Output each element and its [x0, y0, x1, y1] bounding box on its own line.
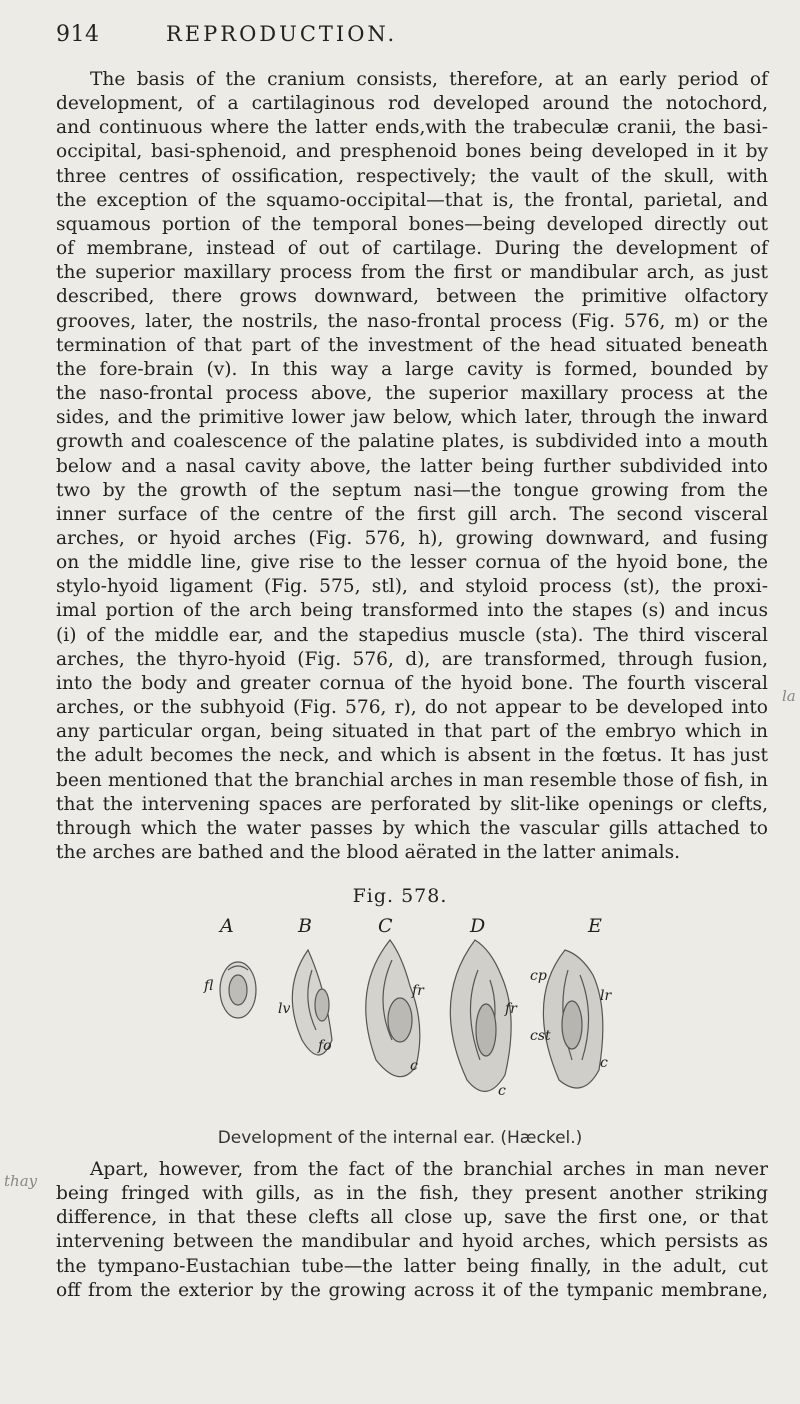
panel-letter-d: D [470, 915, 486, 937]
text-line: occipital, basi-sphenoid, and presphenoid bones being developed in it by [56, 141, 768, 163]
panel-a-drawing [220, 962, 256, 1018]
body-paragraph-1 [56, 68, 768, 865]
part-label-c: c [410, 1058, 418, 1074]
text-line: been mentioned that the branchial arches in man resemble those of fish, in [56, 769, 768, 791]
text-line: sides, and the primitive lower jaw below, which later, through the inward [56, 407, 768, 429]
page-header [56, 22, 760, 47]
text-line: imal portion of the arch being transformed into the stapes (s) and incus [56, 600, 768, 622]
part-label-lr: lr [600, 988, 612, 1004]
panel-letter-c: C [378, 915, 393, 937]
text-line: the arches are bathed and the blood aërated in the latter animals. [56, 842, 681, 863]
text-line: and continuous where the latter ends,with the trabeculæ cranii, the basi- [56, 117, 768, 139]
text-line: three centres of ossification, respectively; the vault of the skull, with [56, 165, 768, 187]
margin-note-left: thay [4, 1172, 38, 1190]
part-label-c-e: c [600, 1055, 608, 1071]
text-line: Apart, however, from the fact of the branchial arches in man never [90, 1159, 768, 1180]
text-line: development, of a cartilaginous rod developed around the notochord, [56, 93, 768, 115]
part-label-fl: fl [204, 978, 214, 994]
panel-e-drawing [543, 950, 602, 1088]
part-label-fo: fo [318, 1038, 332, 1054]
text-line: through which the water passes by which the vascular gills attached to [56, 817, 768, 839]
text-line: being fringed with gills, as in the fish, they present another striking [56, 1183, 768, 1205]
text-line: difference, in that these clefts all close up, save the first one, or that [56, 1207, 768, 1229]
text-line: the exception of the squamo-occipital—that is, the frontal, parietal, and [56, 189, 768, 211]
part-label-lv: lv [278, 1001, 291, 1017]
text-line: stylo-hyoid ligament (Fig. 575, stl), and styloid process (st), the proxi- [56, 576, 768, 598]
part-label-cst: cst [530, 1028, 551, 1044]
text-line: described, there grows downward, between the primitive olfactory [56, 286, 768, 308]
part-label-fr: fr [412, 983, 424, 999]
figure-internal-ear [200, 910, 620, 1125]
text-line: the adult becomes the neck, and which is absent in the fœtus. It has just [56, 745, 768, 767]
text-line: intervening between the mandibular and hyoid arches, which persists as [56, 1231, 768, 1253]
part-label-cp: cp [530, 968, 547, 984]
text-line: off from the exterior by the growing across it of the tympanic membrane, [56, 1279, 768, 1301]
figure-label: Fig. 578. [352, 885, 448, 907]
text-line: The basis of the cranium consists, therefore, at an early period of [90, 69, 768, 90]
text-line: the naso-frontal process above, the superior maxillary process at the [56, 383, 768, 405]
text-line: on the middle line, give rise to the lesser cornua of the hyoid bone, the [56, 552, 768, 574]
body-paragraph-2 [56, 1158, 768, 1303]
text-line: arches, the thyro-hyoid (Fig. 576, d), are transformed, through fusion, [56, 648, 768, 670]
text-line: grooves, later, the nostrils, the naso-frontal process (Fig. 576, m) or the [56, 310, 768, 332]
text-line: that the intervening spaces are perforated by slit-like openings or clefts, [56, 793, 768, 815]
figure-caption: Development of the internal ear. (Hæckel.) [217, 1128, 583, 1148]
panel-letter-a: A [220, 915, 234, 937]
text-line: the fore-brain (v). In this way a large cavity is formed, bounded by [56, 358, 768, 380]
margin-note-right: la [782, 687, 796, 705]
figure-illustration [200, 910, 620, 1125]
text-line: any particular organ, being situated in that part of the embryo which in [56, 721, 768, 743]
text-line: (i) of the middle ear, and the stapedius muscle (sta). The third visceral [56, 624, 768, 646]
panel-letter-b: B [298, 915, 312, 937]
text-line: squamous portion of the temporal bones—being developed directly out [56, 213, 768, 235]
text-line: of membrane, instead of out of cartilage. During the development of [56, 238, 768, 260]
text-line: the tympano-Eustachian tube—the latter being finally, in the adult, cut [56, 1255, 768, 1277]
part-label-c-d: c [498, 1083, 506, 1099]
running-title: REPRODUCTION. [166, 22, 398, 46]
text-line: arches, or hyoid arches (Fig. 576, h), growing downward, and fusing [56, 527, 768, 549]
text-line: two by the growth of the septum nasi—the tongue growing from the [56, 479, 768, 501]
text-line: the superior maxillary process from the first or mandibular arch, as just [56, 262, 768, 284]
panel-c-drawing [366, 940, 420, 1077]
page-number: 914 [56, 22, 100, 47]
text-line: inner surface of the centre of the first gill arch. The second visceral [56, 503, 768, 525]
text-line: into the body and greater cornua of the hyoid bone. The fourth visceral [56, 672, 768, 694]
panel-d-drawing [450, 940, 511, 1091]
panel-letter-e: E [588, 915, 602, 937]
text-line: growth and coalescence of the palatine plates, is subdivided into a mouth [56, 431, 768, 453]
text-line: below and a nasal cavity above, the latter being further subdivided into [56, 455, 768, 477]
text-line: arches, or the subhyoid (Fig. 576, r), do not appear to be developed into [56, 697, 768, 719]
text-line: termination of that part of the investment of the head situated beneath [56, 334, 768, 356]
part-label-fr-d: fr [505, 1001, 517, 1017]
